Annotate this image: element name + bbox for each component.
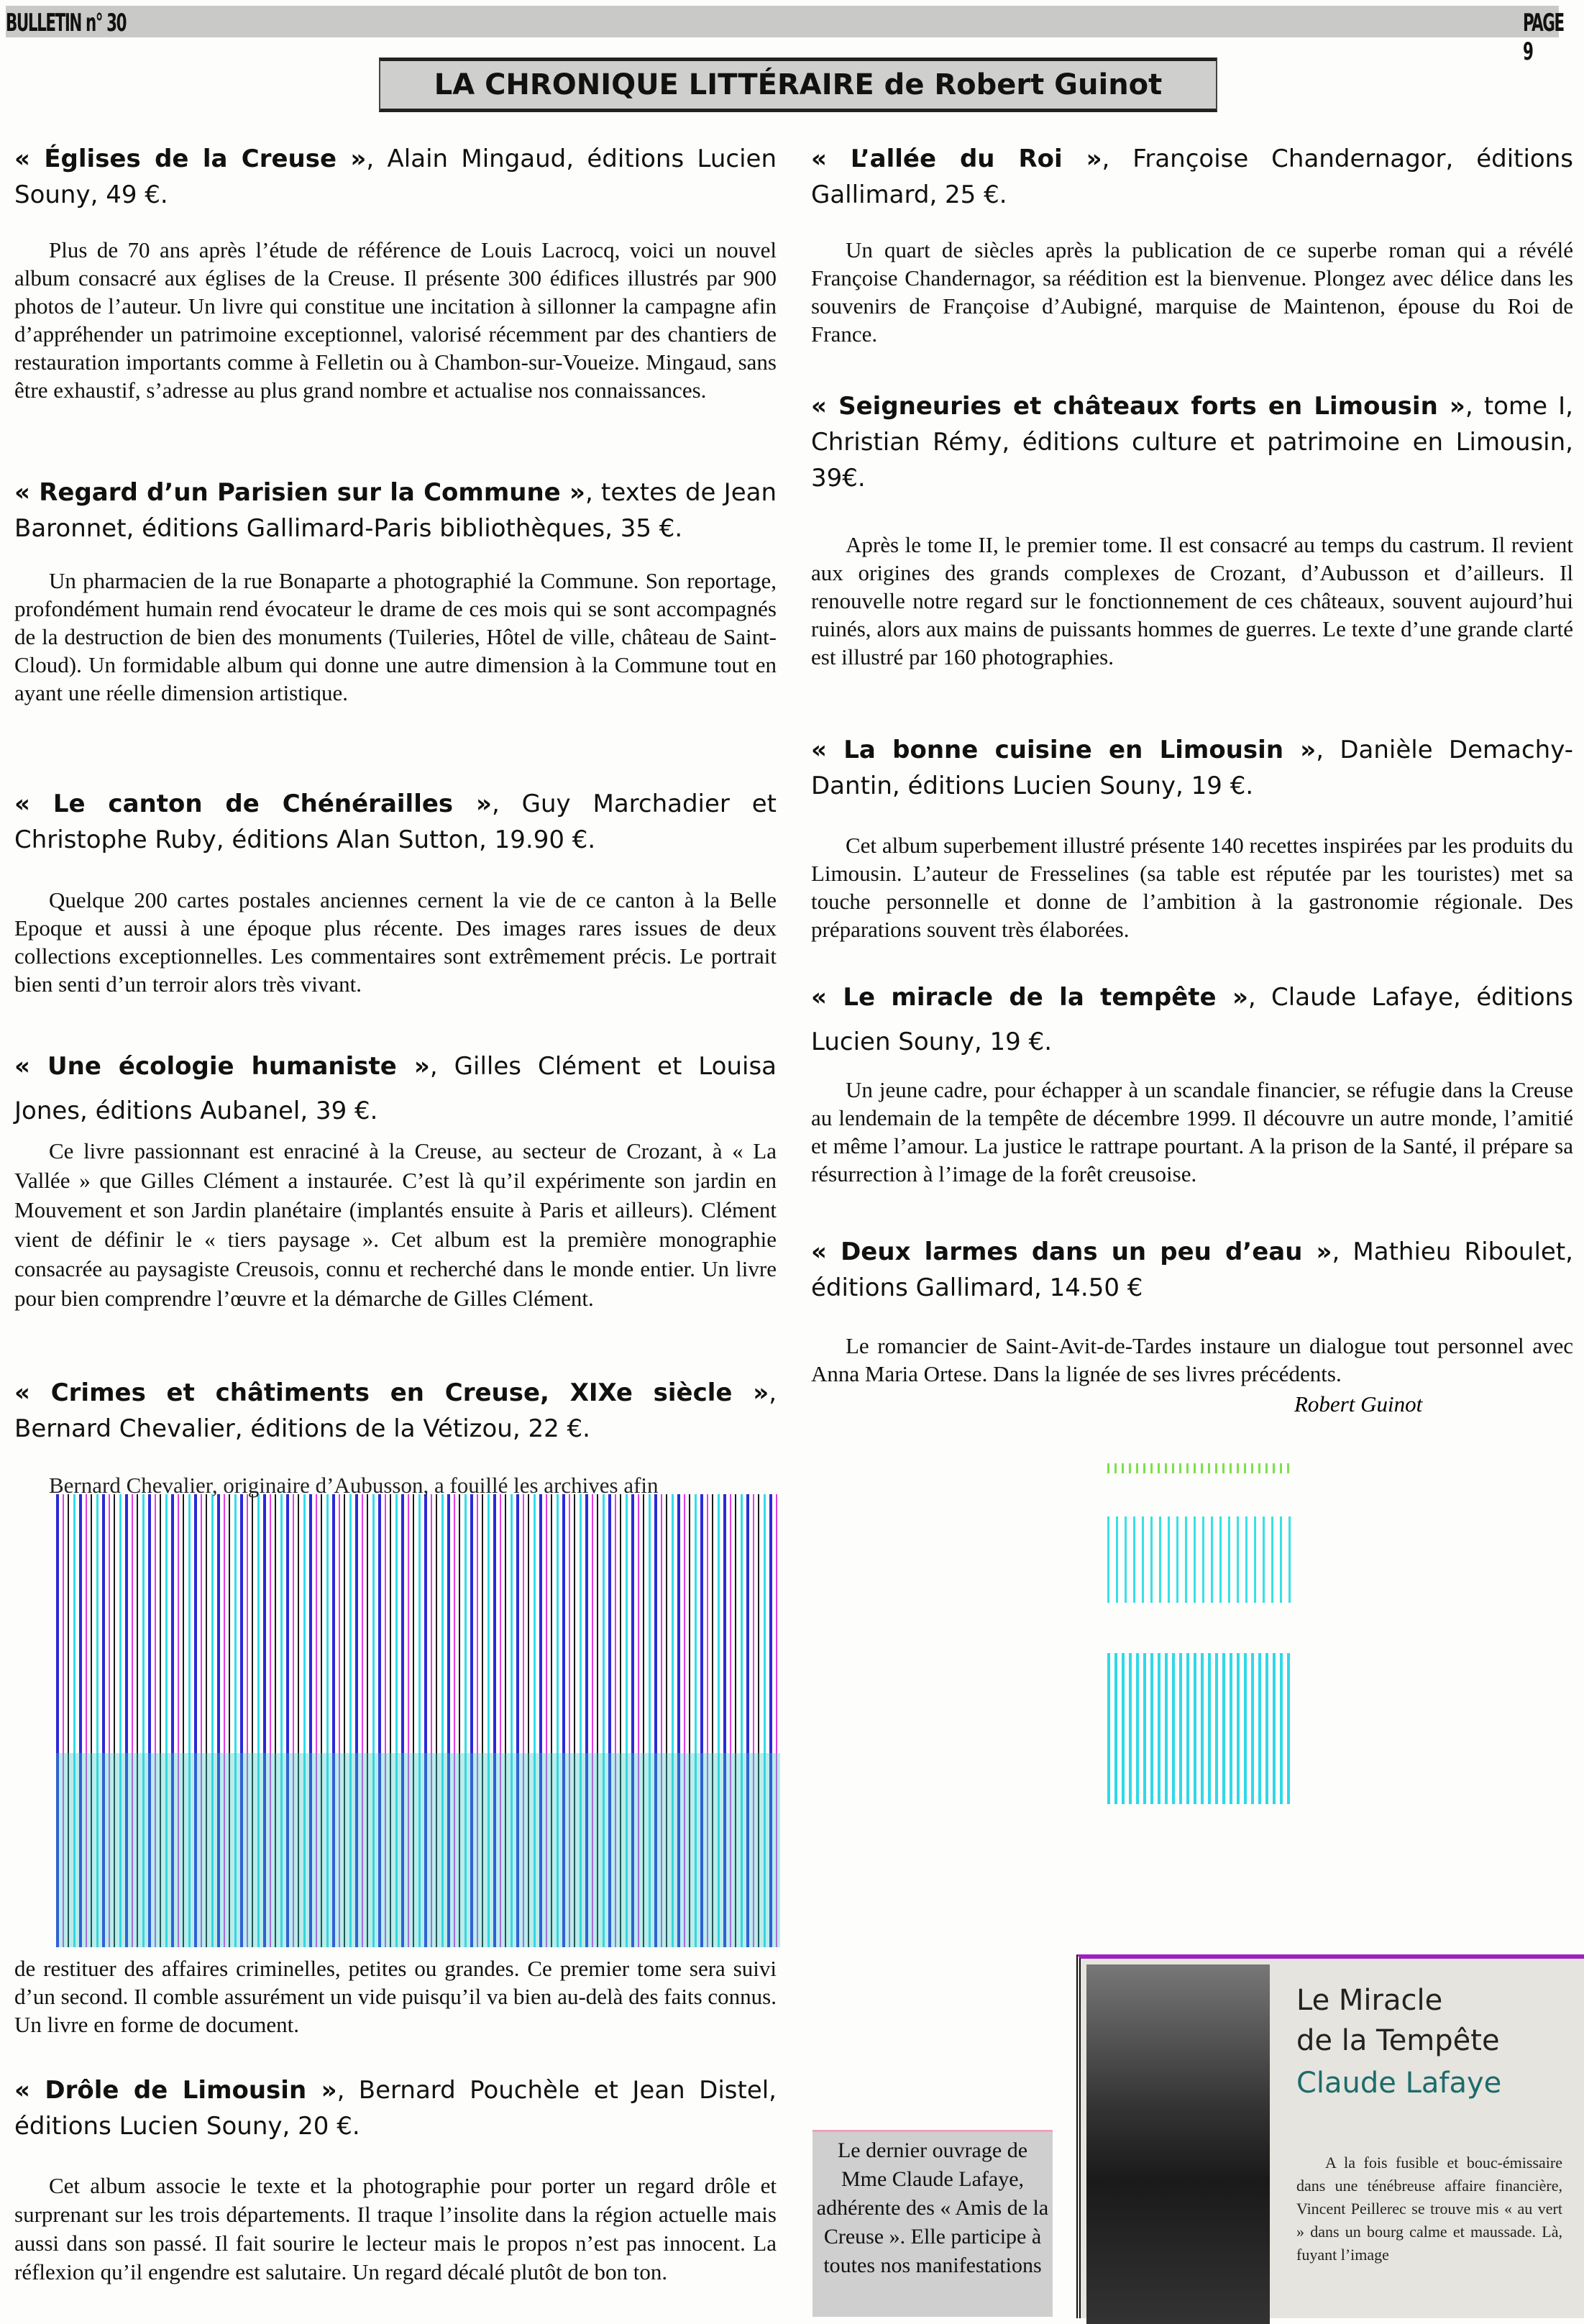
page-header [6,6,1564,66]
review-heading: « Le miracle de la tempête », Claude Lafaye, éditions Lucien Souny, 19 €. [811,983,1573,1056]
review-body: Un jeune cadre, pour échapper à un scandale financier, se réfugie dans la Creuse au lendemain de la tempête de décembre 1999. Il découvre un autre monde, l’amitié et même l’amour. La justice le rattrape pourtant. A la prison de la Santé, il prépare sa résurrection à l’image de la forêt creusoise. [811,1077,1573,1186]
scan-artifact [56,1494,780,1947]
cover-blurb: A la fois fusible et bouc-émissaire dans une ténébreuse affaire financière, Vincent Peillerec se trouve mis « au vert » dans un bourg calme et maussade. Là, fuyant l’image [1296,2154,1562,2264]
review-heading: « Crimes et châtiments en Creuse, XIXe siècle », Bernard Chevalier, éditions de la Vétizou, 22 €. [14,1378,777,1443]
review-heading: « Églises de la Creuse », Alain Mingaud, éditions Lucien Souny, 49 €. [14,145,777,209]
review-body-first-line: Bernard Chevalier, originaire d’Aubusson, a fouillé les archives afin [49,1473,659,1498]
book-cover-image [1076,1954,1584,2318]
page-number: PAGE 9 [1523,9,1564,66]
review-heading: « Drôle de Limousin », Bernard Pouchèle et Jean Distel, éditions Lucien Souny, 20 €. [14,2076,777,2141]
scan-artifact [1107,1463,1294,1808]
bulletin-number: BULLETIN n° 30 [6,9,127,37]
review-heading: « Une écologie humaniste », Gilles Clément et Louisa Jones, éditions Aubanel, 39 €. [14,1052,777,1125]
review-heading: « Le canton de Chénérailles », Guy Marchadier et Christophe Ruby, éditions Alan Sutton, 19.90 €. [14,790,777,854]
review-body: Cet album superbement illustré présente 140 recettes inspirées par les produits du Limousin. L’auteur de Fresselines (sa table est réputée par les touristes) met sa touche personnelle et donne de l’ambition à la gastronomie régionale. Des préparations souvent très élaborées. [811,833,1573,942]
cover-author: Claude Lafaye [1296,2067,1502,2100]
review-heading: « Seigneuries et châteaux forts en Limousin », tome I, Christian Rémy, éditions culture et patrimoine en Limousin, 39€. [811,392,1573,493]
review-body: de restituer des affaires criminelles, petites ou grandes. Ce premier tome sera suivi d’un second. Il comble assurément un vide puisqu’il va bien au-delà des faits connus. Un livre en forme de document. [14,1956,777,2037]
review-body: Le romancier de Saint-Avit-de-Tardes instaure un dialogue tout personnel avec Anna Maria Ortese. Dans la lignée de ses livres précédents. [811,1333,1573,1386]
review-body: Un pharmacien de la rue Bonaparte a photographié la Commune. Son reportage, profondément humain rend évocateur le drame de ces mois qui se sont accompagnés de la destruction de bien des monuments (Tuileries, Hôtel de ville, château de Saint-Cloud). Un formidable album qui donne une autre dimension à la Commune tout en ayant une réelle dimension artistique. [14,568,777,705]
review-heading: « La bonne cuisine en Limousin », Danièle Demachy-Dantin, éditions Lucien Souny, 19 €. [811,736,1573,800]
review-body: Après le tome II, le premier tome. Il est consacré au temps du castrum. Il revient aux origines des grands complexes de Crozant, d’Aubusson et d’ailleurs. Il renouvelle notre regard sur le fonctionnement de ces châteaux, souvent aujourd’hui ruinés, alors aux mains de puissants hommes de guerres. Le texte d’une grande clarté est illustré par 160 photographies. [811,532,1573,669]
review-body: Cet album associe le texte et la photographie pour porter un regard drôle et surprenant sur les trois départements. Il traque l’insolite dans la région actuelle mais aussi dans son passé. Il fait sourire le lecteur mais le propos n’est pas innocent. La réflexion qu’il engendre est salutaire. Un regard décalé plutôt de bon ton. [14,2173,777,2284]
review-heading: « Deux larmes dans un peu d’eau », Mathieu Riboulet, éditions Gallimard, 14.50 € [811,1238,1573,1302]
review-body: Quelque 200 cartes postales anciennes cernent la vie de ce canton à la Belle Epoque et aussi à une époque plus récente. Des images rares issues de deux collections exceptionnelles. Les commentaires sont extrêmement précis. Le portrait bien senti d’un terroir alors très vivant. [14,887,777,997]
review-body: Ce livre passionnant est enraciné à la Creuse, au secteur de Crozant, à « La Vallée » que Gilles Clément a instaurée. C’est là qu’il expérimente son jardin en Mouvement et son Jardin planétaire (implantés ensuite à Paris et ailleurs). Clément vient de définir le « tiers paysage ». Cet album est la première monographie consacrée au paysagiste Creusois, connu et recherché dans le monde entier. Un livre pour bien comprendre l’œuvre et la démarche de Gilles Clément. [14,1138,777,1311]
review-body: Un quart de siècles après la publication de ce superbe roman qui a révélé Françoise Chandernagor, sa réédition est la bienvenue. Plongez avec délice dans les souvenirs de Françoise d’Aubigné, marquise de Maintenon, épouse du Roi de France. [811,237,1573,347]
cover-title: Le Miracle de la Tempête [1296,1984,1500,2057]
cover-caption: Le dernier ouvrage de Mme Claude Lafaye, adhérente des « Amis de la Creuse ». Elle participe à toutes nos manifestations [812,2130,1053,2317]
review-heading: « Regard d’un Parisien sur la Commune », textes de Jean Baronnet, éditions Gallimard-Paris bibliothèques, 35 €. [14,478,777,543]
review-body: Plus de 70 ans après l’étude de référence de Louis Lacrocq, voici un nouvel album consacré aux églises de la Creuse. Il présente 300 édifices illustrés par 900 photos de l’auteur. Un livre qui constitue une incitation à sillonner la campagne afin d’appréhender un patrimoine exceptionnel, valorisé récemment par des chantiers de restauration importants comme à Felletin ou à Chambon-sur-Voueize. Mingaud, sans être exhaustif, s’adresse au plus grand nombre et actualise nos connaissances. [14,237,777,403]
review-heading: « L’allée du Roi », Françoise Chandernagor, éditions Gallimard, 25 €. [811,145,1573,209]
page-title: LA CHRONIQUE LITTÉRAIRE de Robert Guinot [379,58,1217,112]
cover-photo [1086,1964,1270,2324]
author-signature: Robert Guinot [1294,1391,1423,1417]
